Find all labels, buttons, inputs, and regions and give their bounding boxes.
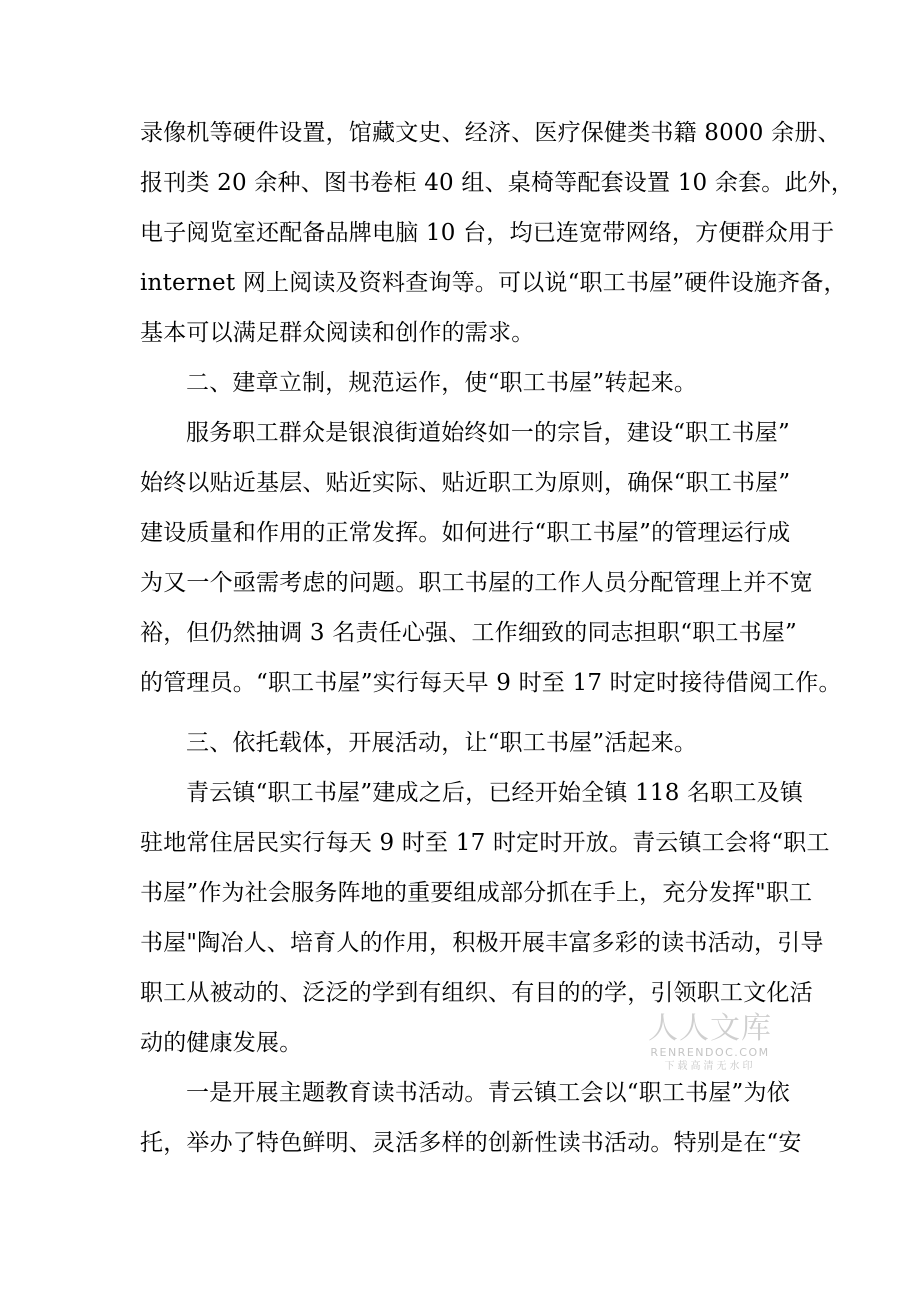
text-line-2: 报刊类 20 余种、图书卷柜 40 组、桌椅等配套设置 10 余套。此外， <box>140 170 855 196</box>
text-line-19: 动的健康发展。 <box>140 1030 303 1056</box>
text-line-8: 始终以贴近基层、贴近实际、贴近职工为原则，确保“职工书屋” <box>140 470 791 496</box>
section-heading-3: 三、依托载体，开展活动，让“职工书屋”活起来。 <box>186 730 698 756</box>
text-line-12: 的管理员。“职工书屋”实行每天早 9 时至 17 时定时接待借阅工作。 <box>140 670 842 696</box>
text-line-9: 建设质量和作用的正常发挥。如何进行“职工书屋”的管理运行成 <box>140 520 791 546</box>
watermark-title: 人人文库 <box>648 1011 772 1046</box>
watermark-subtitle: 下载高清无水印 <box>664 1061 756 1072</box>
text-line-20: 一是开展主题教育读书活动。青云镇工会以“职工书屋”为依 <box>186 1080 790 1106</box>
text-line-11: 裕，但仍然抽调 3 名责任心强、工作细致的同志担职“职工书屋” <box>140 620 797 646</box>
section-heading-2: 二、建章立制，规范运作，使“职工书屋”转起来。 <box>186 370 698 396</box>
text-line-15: 驻地常住居民实行每天 9 时至 17 时定时开放。青云镇工会将“职工 <box>140 830 830 856</box>
text-line-7: 服务职工群众是银浪街道始终如一的宗旨，建设“职工书屋” <box>186 420 790 446</box>
watermark-domain: RENRENDOC.COM <box>650 1046 770 1059</box>
text-line-16: 书屋”作为社会服务阵地的重要组成部分抓在手上，充分发挥"职工 <box>140 880 813 906</box>
text-line-1: 录像机等硬件设置，馆藏文史、经济、医疗保健类书籍 8000 余册、 <box>140 120 841 146</box>
text-line-3: 电子阅览室还配备品牌电脑 10 台，均已连宽带网络，方便群众用于 <box>140 220 835 246</box>
text-line-18: 职工从被动的、泛泛的学到有组织、有目的的学，引领职工文化活 <box>140 980 813 1006</box>
text-line-5: 基本可以满足群众阅读和创作的需求。 <box>140 320 535 346</box>
text-line-10: 为又一个亟需考虑的问题。职工书屋的工作人员分配管理上并不宽 <box>140 570 813 596</box>
text-line-4: internet 网上阅读及资料查询等。可以说“职工书屋”硬件设施齐备， <box>140 270 847 296</box>
text-line-17: 书屋"陶冶人、培育人的作用，积极开展丰富多彩的读书活动，引导 <box>140 930 824 956</box>
watermark <box>640 1012 780 1073</box>
text-line-21: 托，举办了特色鲜明、灵活多样的创新性读书活动。特别是在“安 <box>140 1130 802 1156</box>
text-line-14: 青云镇“职工书屋”建成之后，已经开始全镇 118 名职工及镇 <box>186 780 804 806</box>
